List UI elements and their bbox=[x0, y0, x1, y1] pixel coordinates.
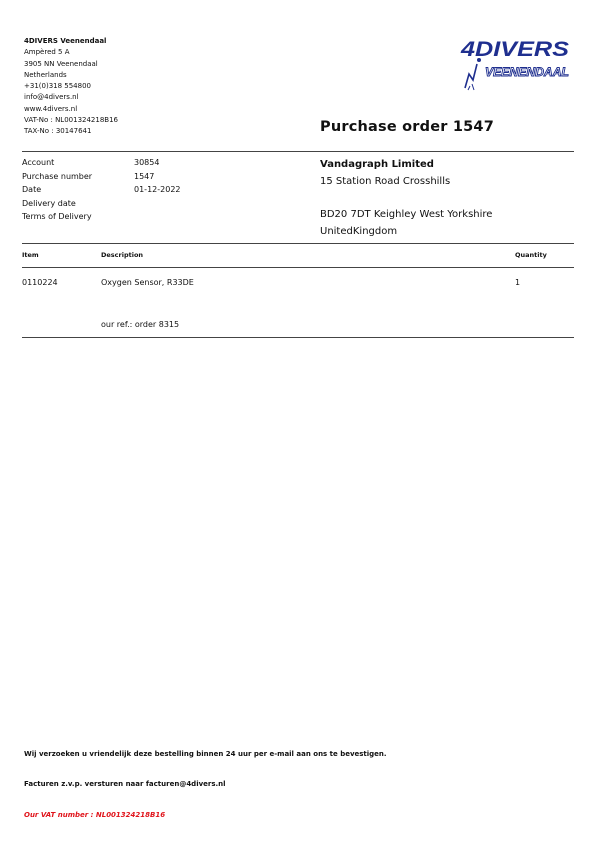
meta-row-date bbox=[22, 183, 181, 197]
meta-row-purchase-number bbox=[22, 170, 181, 184]
meta-label: Terms of Delivery bbox=[22, 212, 92, 221]
logo-veenendaal-text: VEENENDAAL bbox=[485, 65, 569, 79]
company-website: www.4divers.nl bbox=[24, 104, 78, 113]
column-header-description: Description bbox=[101, 251, 144, 259]
column-header-item: Item bbox=[22, 251, 39, 259]
divider-table-bottom bbox=[22, 337, 574, 338]
diver-icon bbox=[465, 58, 481, 90]
order-meta bbox=[22, 156, 181, 224]
supplier-postcode-city: BD20 7DT Keighley West Yorkshire bbox=[320, 209, 493, 220]
confirmation-note: Wij verzoeken u vriendelijk deze bestelling binnen 24 uur per e-mail aan ons te bevestigen. bbox=[24, 750, 387, 758]
divider-table-header bbox=[22, 267, 574, 268]
column-header-quantity: Quantity bbox=[515, 251, 547, 259]
supplier-street: 15 Station Road Crosshills bbox=[320, 176, 451, 187]
meta-row-delivery-date bbox=[22, 197, 181, 211]
supplier-name: Vandagraph Limited bbox=[320, 159, 434, 170]
divider-top bbox=[22, 151, 574, 152]
company-street: Ampèred 5 A bbox=[24, 48, 70, 57]
meta-label: Delivery date bbox=[22, 198, 76, 208]
order-reference: our ref.: order 8315 bbox=[101, 320, 180, 329]
company-phone: +31(0)318 554800 bbox=[24, 82, 91, 91]
supplier-country: UnitedKingdom bbox=[320, 226, 398, 237]
meta-label: Account bbox=[22, 158, 55, 167]
spacer bbox=[320, 190, 492, 206]
meta-value: 1547 bbox=[134, 171, 155, 181]
company-postcode-city: 3905 NN Veenendaal bbox=[24, 59, 98, 68]
company-email: info@4divers.nl bbox=[24, 93, 79, 102]
company-logo bbox=[455, 34, 575, 92]
logo-4divers-text: 4DIVERS bbox=[459, 38, 569, 61]
meta-value: 30854 bbox=[134, 158, 160, 167]
invoice-note: Facturen z.v.p. versturen naar facturen@4divers.nl bbox=[24, 780, 226, 788]
page-title: Purchase order 1547 bbox=[320, 119, 494, 135]
supplier-address bbox=[320, 156, 492, 240]
divider-table-top bbox=[22, 243, 574, 244]
vat-number-note: Our VAT number : NL001324218B16 bbox=[24, 811, 166, 819]
company-address-block bbox=[24, 36, 118, 138]
row-description: Oxygen Sensor, R33DE bbox=[101, 278, 194, 287]
meta-row-account bbox=[22, 156, 181, 170]
row-item-code: 0110224 bbox=[22, 278, 58, 287]
company-tax-number: TAX-No : 30147641 bbox=[24, 127, 92, 136]
company-name: 4DIVERS Veenendaal bbox=[24, 37, 107, 45]
company-vat-number: VAT-No : NL001324218B16 bbox=[24, 116, 119, 125]
meta-value: 01-12-2022 bbox=[134, 185, 181, 194]
meta-label: Purchase number bbox=[22, 171, 93, 181]
meta-row-terms-of-delivery bbox=[22, 210, 181, 224]
row-quantity: 1 bbox=[515, 278, 521, 287]
company-country: Netherlands bbox=[24, 70, 67, 79]
meta-label: Date bbox=[22, 185, 42, 194]
